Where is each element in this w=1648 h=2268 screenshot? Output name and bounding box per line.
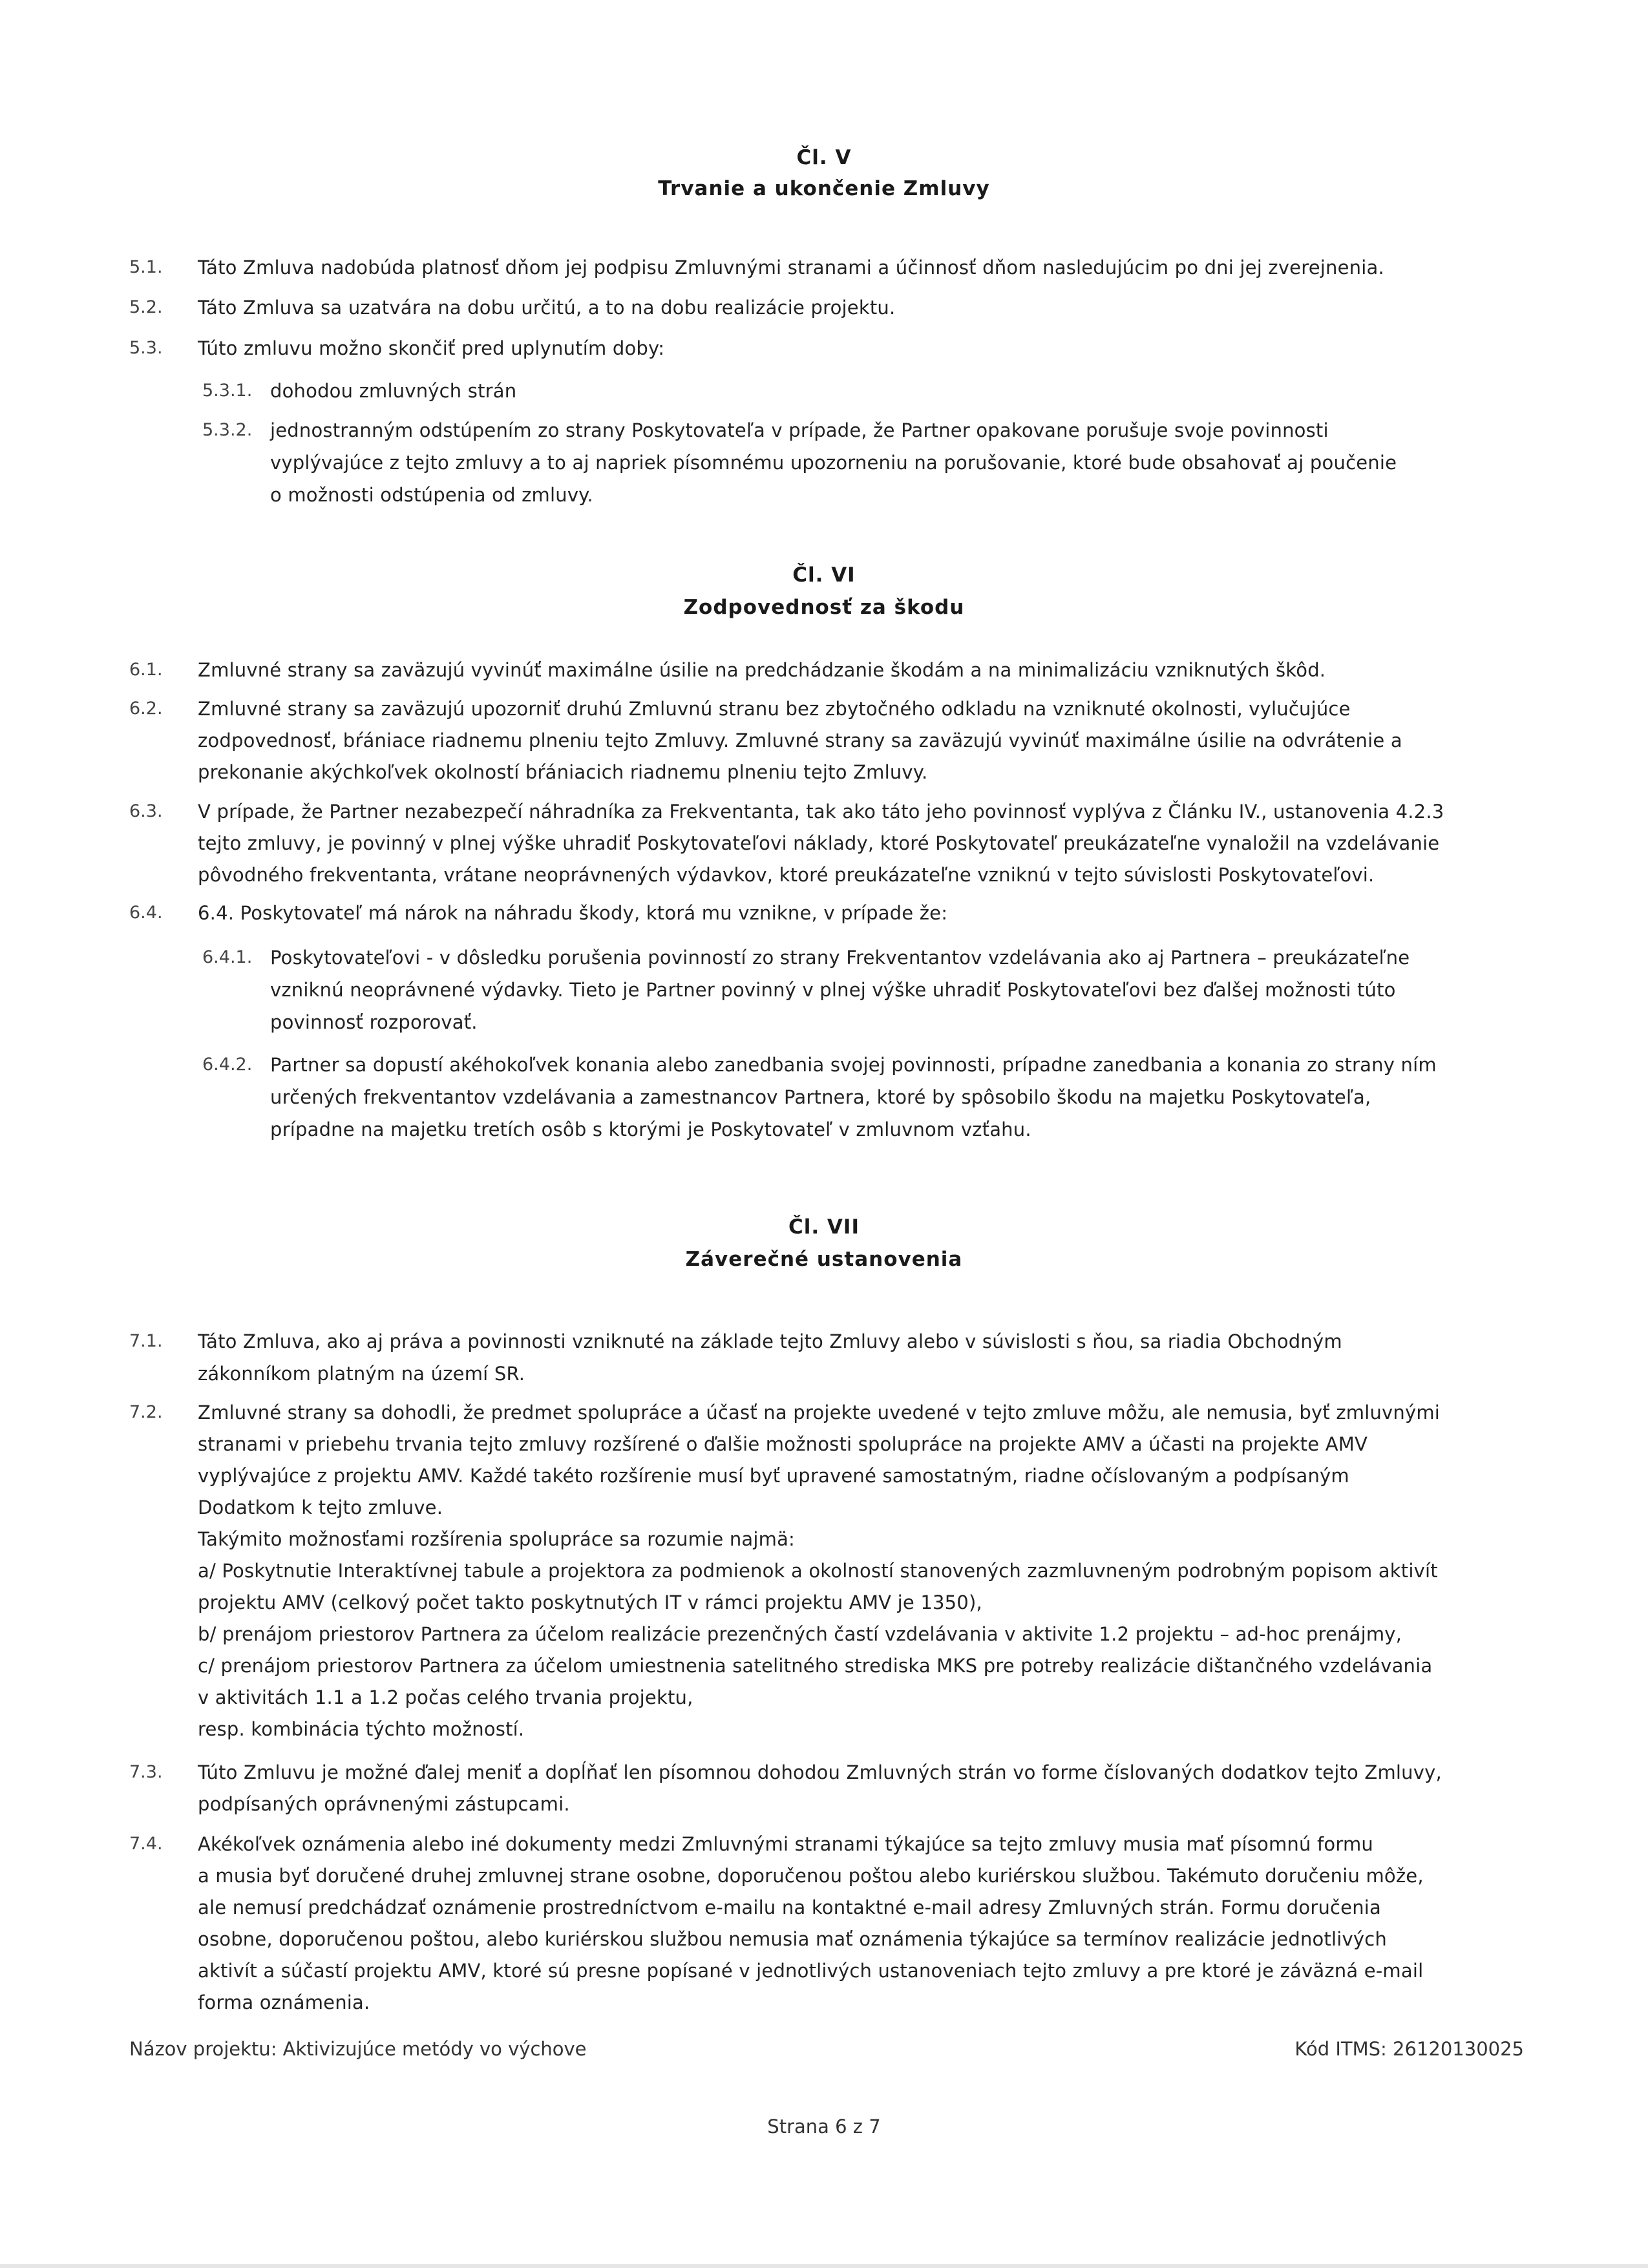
subitem-line: Poskytovateľovi - v dôsledku porušenia povinností zo strany Frekventantov vzdelávania ako aj Partnera – preukázateľne [270, 947, 1410, 969]
item-line: Zmluvné strany sa zaväzujú vyvinúť maximálne úsilie na predchádzanie škodám a na minimalizáciu vzniknutých škôd. [198, 659, 1326, 681]
item-line: stranami v priebehu trvania tejto zmluvy rozšírené o ďalšie možnosti spolupráce na projekte AMV a účasti na projekte AMV [198, 1433, 1368, 1455]
item-line: V prípade, že Partner nezabezpečí náhradníka za Frekventanta, tak ako táto jeho povinnosť vyplýva z Článku IV., ustanovenia 4.2.3 [198, 801, 1444, 823]
article-title: Trvanie a ukončenie Zmluvy [658, 177, 990, 200]
item-line: ale nemusí predchádzať oznámenie prostredníctvom e-mailu na kontaktné e-mail adresy Zmluvných strán. Formu doručenia [198, 1896, 1382, 1918]
subitem-line: prípadne na majetku tretích osôb s ktorými je Poskytovateľ v zmluvnom vzťahu. [270, 1118, 1031, 1140]
scan-edge [0, 2264, 1648, 2268]
item-line: a/ Poskytnutie Interaktívnej tabule a projektora za podmienok a okolností stanovených zazmluvneným podrobným popisom aktivít [198, 1560, 1438, 1582]
item-line: prekonanie akýchkoľvek okolností bŕániacich riadnemu plneniu tejto Zmluvy. [198, 761, 928, 783]
article-title: Zodpovednosť za škodu [683, 596, 965, 619]
item-line: Táto Zmluva nadobúda platnosť dňom jej podpisu Zmluvnými stranami a účinnosť dňom nasledujúcim po dni jej zverejnenia. [198, 257, 1384, 278]
item-line: vyplývajúce z projektu AMV. Každé takéto rozšírenie musí byť upravené samostatným, riadne očíslovaným a podpísaným [198, 1465, 1349, 1487]
subitem-number: 6.4.1. [202, 947, 253, 967]
item-number: 6.3. [129, 801, 163, 821]
subitem-line: Partner sa dopustí akéhokoľvek konania alebo zanedbania svojej povinnosti, prípadne zanedbania a konania zo strany ním [270, 1054, 1437, 1076]
article-heading: Čl. VII [788, 1215, 860, 1239]
subitem-line: určených frekventantov vzdelávania a zamestnancov Partnera, ktoré by spôsobilo škodu na majetku Poskytovateľa, [270, 1086, 1371, 1108]
item-line: tejto zmluvy, je povinný v plnej výške uhradiť Poskytovateľovi náklady, ktoré Poskytovateľ preukázateľne vynaložil na vzdelávanie [198, 832, 1440, 854]
item-number: 7.2. [129, 1402, 163, 1422]
item-line: zákonníkom platným na území SR. [198, 1363, 525, 1385]
item-line: c/ prenájom priestorov Partnera za účelom umiestnenia satelitného strediska MKS pre potreby realizácie dištančného vzdelávania [198, 1655, 1433, 1677]
article-heading: Čl. VI [792, 563, 856, 587]
item-number: 5.1. [129, 257, 163, 277]
subitem-number: 5.3.1. [202, 381, 253, 401]
item-line: osobne, doporučenou poštou, alebo kuriérskou službou nemusia mať oznámenia týkajúce sa termínov realizácie jednotlivých [198, 1928, 1387, 1950]
item-line: Dodatkom k tejto zmluve. [198, 1496, 443, 1518]
item-line: Zmluvné strany sa zaväzujú upozorniť druhú Zmluvnú stranu bez zbytočného odkladu na vzniknuté okolnosti, vylučujúce [198, 698, 1351, 720]
footer-itms-code: Kód ITMS: 26120130025 [1294, 2038, 1524, 2060]
subitem-number: 5.3.2. [202, 420, 253, 440]
item-line: Takýmito možnosťami rozšírenia spolupráce sa rozumie najmä: [198, 1528, 796, 1550]
subitem-line: povinnosť rozporovať. [270, 1011, 478, 1033]
item-line: forma oznámenia. [198, 1991, 370, 2013]
page-number: Strana 6 z 7 [767, 2116, 881, 2137]
item-line: Túto zmluvu možno skončiť pred uplynutím doby: [198, 337, 665, 359]
item-line: 6.4. Poskytovateľ má nárok na náhradu škody, ktorá mu vznikne, v prípade že: [198, 902, 948, 924]
subitem-number: 6.4.2. [202, 1055, 253, 1075]
item-number: 7.3. [129, 1762, 163, 1782]
item-line: Zmluvné strany sa dohodli, že predmet spolupráce a účasť na projekte uvedené v tejto zmluve môžu, ale nemusia, byť zmluvnými [198, 1402, 1441, 1423]
item-line: resp. kombinácia týchto možností. [198, 1718, 525, 1740]
subitem-line: vyplývajúce z tejto zmluvy a to aj napriek písomnému upozorneniu na porušovanie, ktoré bude obsahovať aj poučenie [270, 452, 1397, 474]
item-line: a musia byť doručené druhej zmluvnej strane osobne, doporučenou poštou alebo kuriérskou službou. Takémuto doručeniu môže, [198, 1865, 1424, 1887]
footer-project-name: Názov projektu: Aktivizujúce metódy vo výchove [129, 2038, 587, 2060]
item-line: Táto Zmluva, ako aj práva a povinnosti vzniknuté na základe tejto Zmluvy alebo v súvislosti s ňou, sa riadia Obchodným [198, 1330, 1342, 1352]
item-line: b/ prenájom priestorov Partnera za účelom realizácie prezenčných častí vzdelávania v aktivite 1.2 projektu – ad-hoc prenájmy, [198, 1623, 1402, 1645]
item-line: v aktivitách 1.1 a 1.2 počas celého trvania projektu, [198, 1686, 693, 1708]
item-line: Túto Zmluvu je možné ďalej meniť a dopĺňať len písomnou dohodou Zmluvných strán vo forme číslovaných dodatkov tejto Zmluvy, [198, 1761, 1442, 1783]
subitem-line: vzniknú neoprávnené výdavky. Tieto je Partner povinný v plnej výške uhradiť Poskytovateľovi bez ďalšej možnosti túto [270, 979, 1396, 1001]
item-number: 5.3. [129, 338, 163, 358]
item-line: Akékoľvek oznámenia alebo iné dokumenty medzi Zmluvnými stranami týkajúce sa tejto zmluvy musia mať písomnú formu [198, 1833, 1373, 1855]
item-line: pôvodného frekventanta, vrátane neoprávnených výdavkov, ktoré preukázateľne vzniknú v tejto súvislosti Poskytovateľovi. [198, 864, 1375, 886]
item-number: 7.1. [129, 1331, 163, 1351]
item-line: podpísaných oprávnenými zástupcami. [198, 1793, 570, 1815]
item-line: zodpovednosť, bŕániace riadnemu plneniu tejto Zmluvy. Zmluvné strany sa zaväzujú vyvinúť maximálne úsilie na odvrátenie a [198, 730, 1402, 751]
subitem-line: o možnosti odstúpenia od zmluvy. [270, 484, 593, 506]
item-line: projektu AMV (celkový počet takto poskytnutých IT v rámci projektu AMV je 1350), [198, 1591, 982, 1613]
item-number: 6.4. [129, 903, 163, 923]
article-heading: Čl. V [796, 146, 852, 169]
article-title: Záverečné ustanovenia [685, 1248, 963, 1271]
subitem-line: dohodou zmluvných strán [270, 380, 517, 402]
item-number: 5.2. [129, 297, 163, 317]
subitem-line: jednostranným odstúpením zo strany Poskytovateľa v prípade, že Partner opakovane porušuje svoje povinnosti [270, 419, 1329, 441]
item-number: 6.1. [129, 660, 163, 680]
item-line: aktivít a súčastí projektu AMV, ktoré sú presne popísané v jednotlivých ustanoveniach tejto zmluvy a pre ktoré je záväzná e-mail [198, 1960, 1424, 1982]
item-number: 6.2. [129, 698, 163, 719]
item-number: 7.4. [129, 1834, 163, 1854]
item-line: Táto Zmluva sa uzatvára na dobu určitú, a to na dobu realizácie projektu. [198, 297, 896, 319]
